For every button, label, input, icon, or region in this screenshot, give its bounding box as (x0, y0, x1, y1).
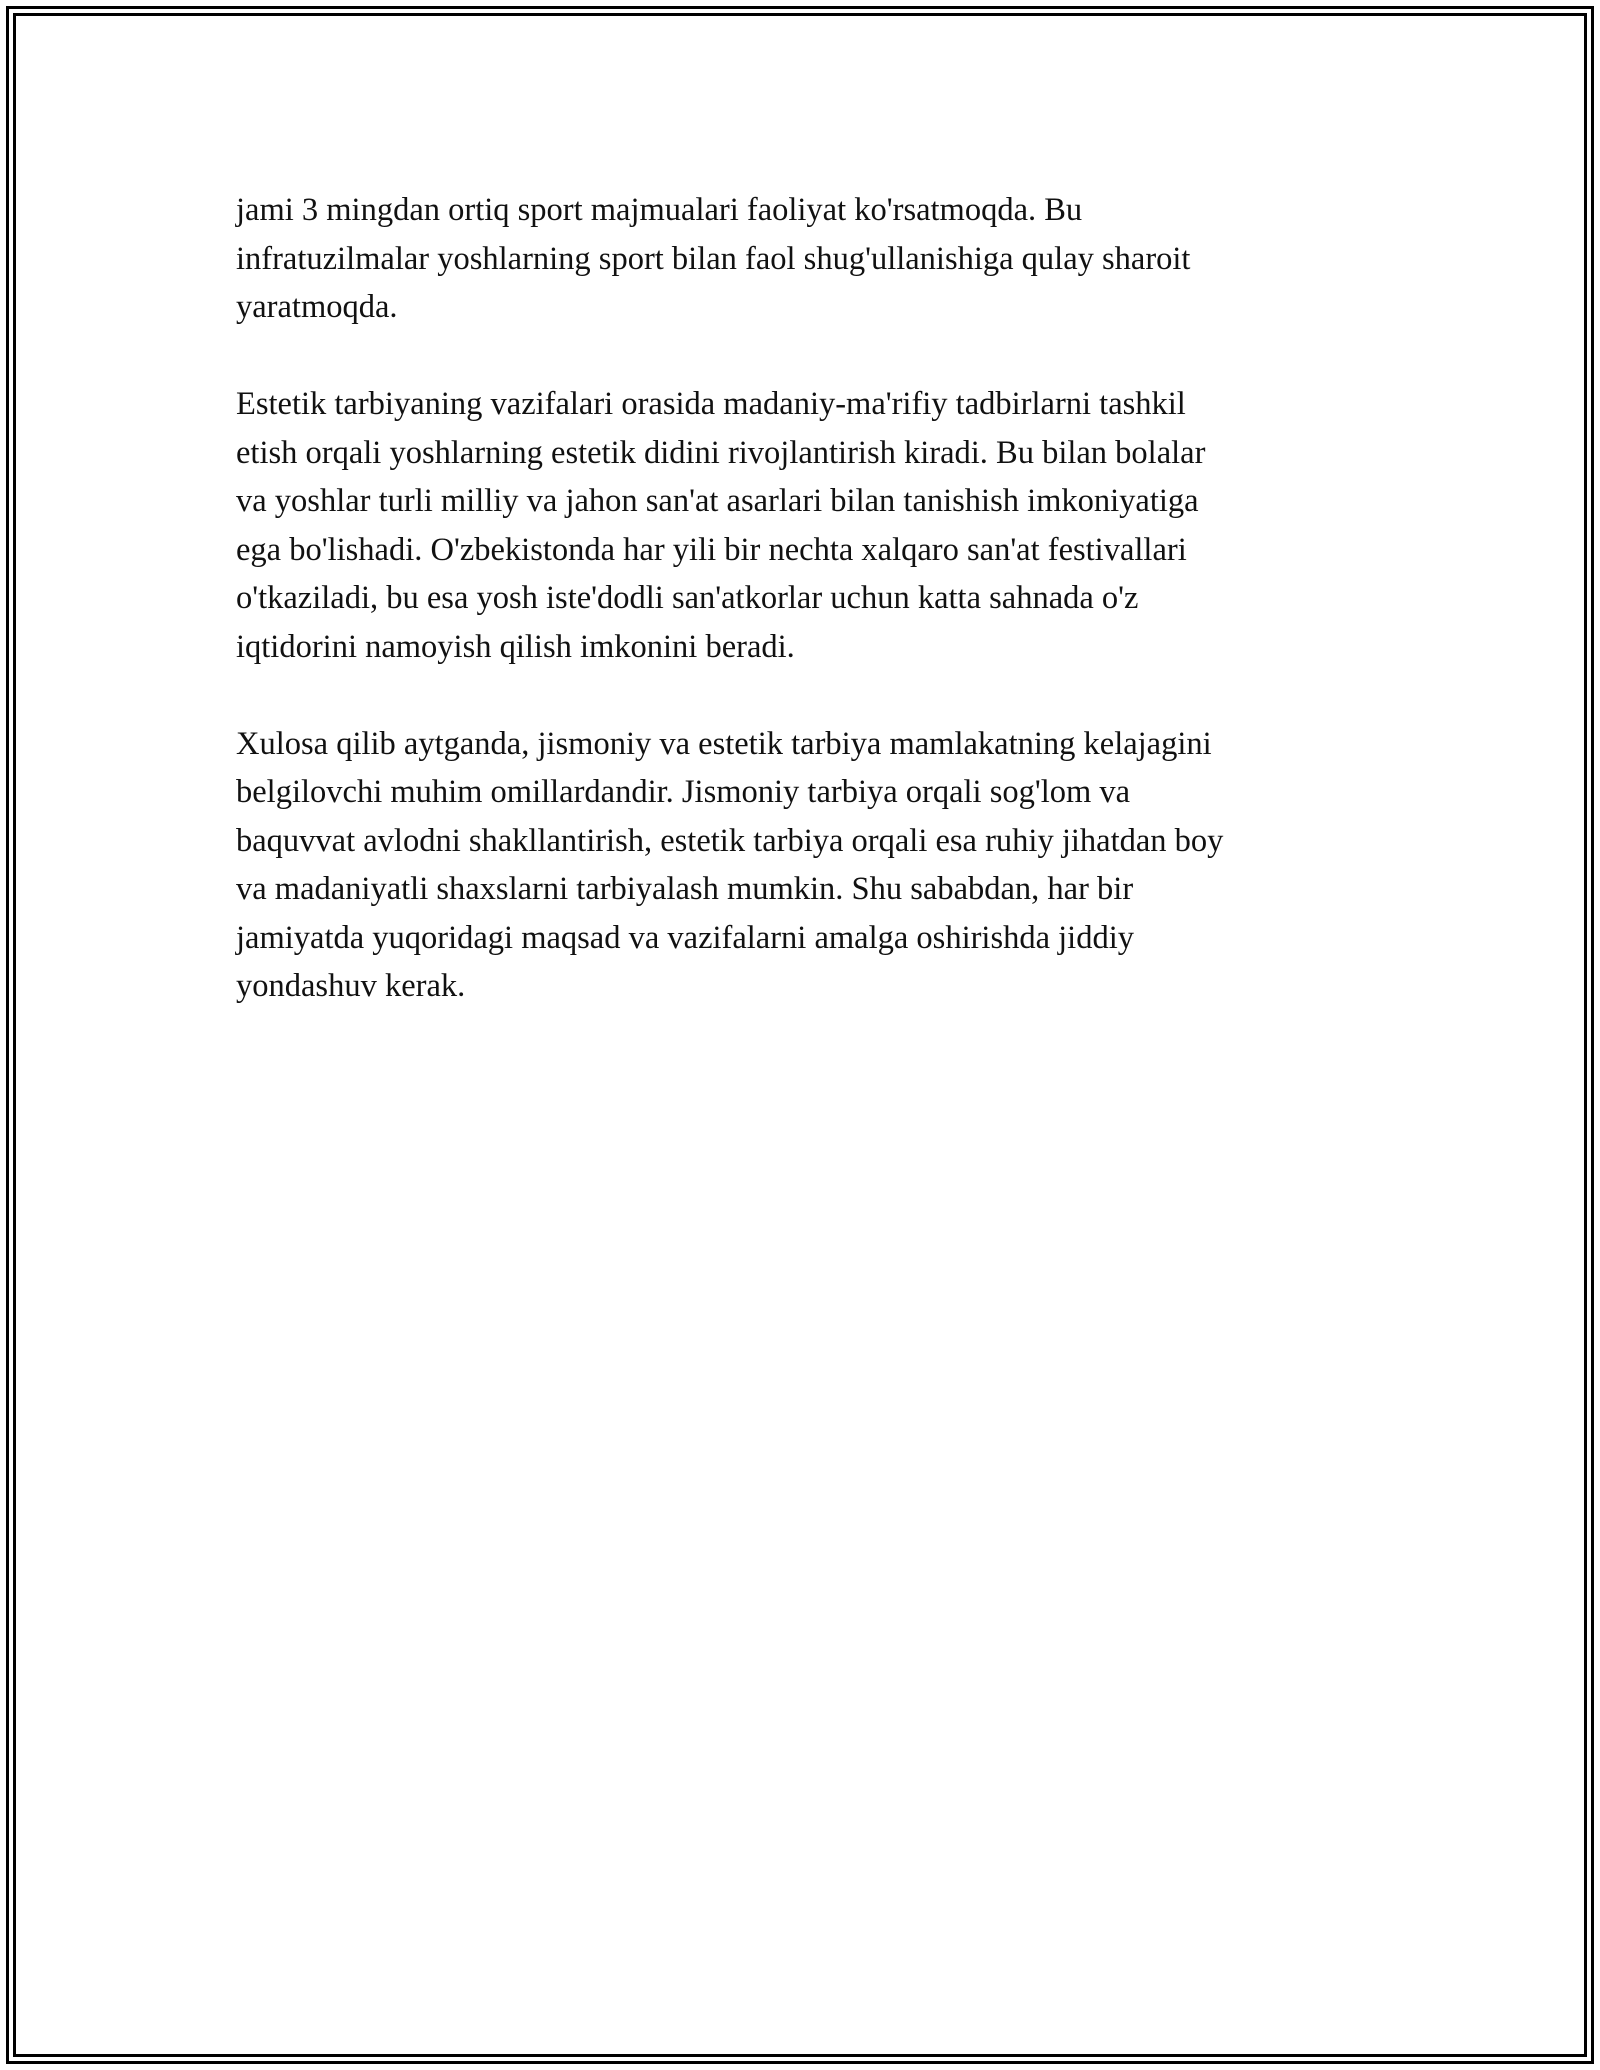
paragraph-conclusion (236, 720, 1376, 1011)
text-line: iqtidorini namoyish qilish imkonini beradi. (236, 628, 795, 665)
text-line: yaratmoqda. (236, 289, 398, 325)
text-line: va madaniyatli shaxslarni tarbiyalash mumkin. Shu sababdan, har bir (236, 871, 1134, 907)
text-line: va yoshlar turli milliy va jahon san'at asarlari bilan tanishish imkoniyatiga (236, 483, 1199, 519)
paragraph-aesthetic-education (236, 380, 1376, 671)
text-line: infratuzilmalar yoshlarning sport bilan faol shug'ullanishiga qulay sharoit (236, 240, 1191, 277)
text-line: ega bo'lishadi. O'zbekistonda har yili bir nechta xalqaro san'at festivallari (236, 531, 1187, 568)
text-line: Xulosa qilib aytganda, jismoniy va estetik tarbiya mamlakatning kelajagini (236, 725, 1212, 762)
text-line: jamiyatda yuqoridagi maqsad va vazifalarni amalga oshirishda jiddiy (236, 919, 1134, 956)
text-line: yondashuv kerak. (236, 968, 466, 1004)
paragraph-sports-facilities (236, 186, 1376, 332)
text-line: jami 3 mingdan ortiq sport majmualari faoliyat ko'rsatmoqda. Bu (236, 192, 1083, 228)
text-line: Estetik tarbiyaning vazifalari orasida madaniy-ma'rifiy tadbirlarni tashkil (236, 386, 1186, 422)
text-line: baquvvat avlodni shakllantirish, estetik tarbiya orqali esa ruhiy jihatdan boy (236, 822, 1224, 859)
text-line: etish orqali yoshlarning estetik didini rivojlantirish kiradi. Bu bilan bolalar (236, 434, 1206, 471)
text-line: o'tkaziladi, bu esa yosh iste'dodli san'atkorlar uchun katta sahnada o'z (236, 580, 1139, 616)
text-line: belgilovchi muhim omillardandir. Jismoniy tarbiya orqali sog'lom va (236, 774, 1131, 810)
document-body (236, 186, 1376, 1059)
